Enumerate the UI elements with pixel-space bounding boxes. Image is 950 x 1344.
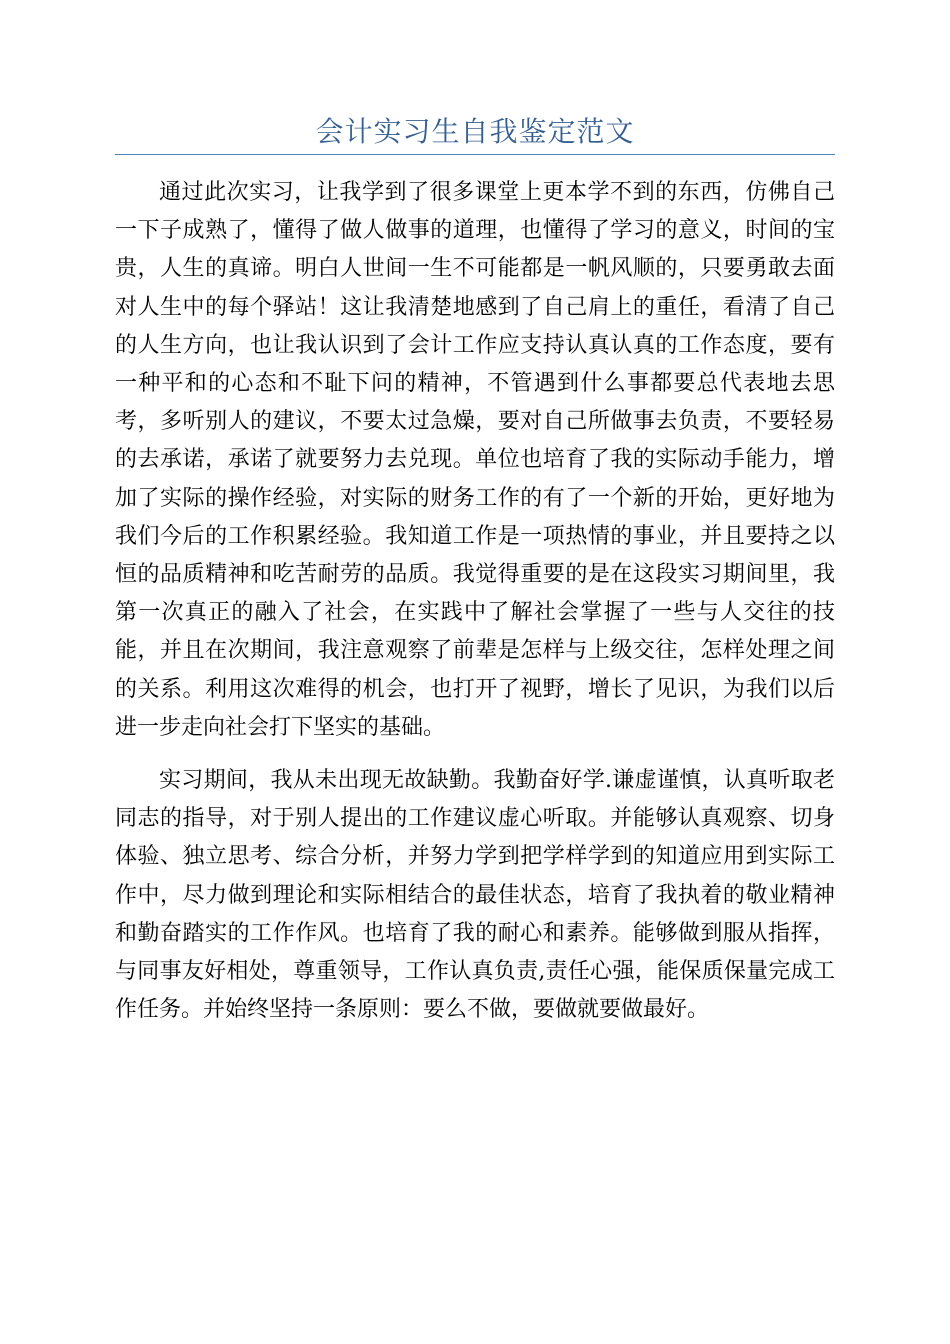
document-title: 会计实习生自我鉴定范文 [315,115,635,148]
paragraph-1: 通过此次实习，让我学到了很多课堂上更本学不到的东西，仿佛自己一下子成熟了，懂得了做人做事的道理，也懂得了学习的意义，时间的宝贵，人生的真谛。明白人世间一生不可能都是一帆风顺的，只要勇敢去面对人生中的每个驿站！这让我清楚地感到了自己肩上的重任，看清了自己的人生方向，也让我认识到了会计工作应支持认真认真的工作态度，要有一种平和的心态和不耻下问的精神，不管遇到什么事都要总代表地去思考，多听别人的建议，不要太过急燥，要对自己所做事去负责，不要轻易的去承诺，承诺了就要努力去兑现。单位也培育了我的实际动手能力，增加了实际的操作经验，对实际的财务工作的有了一个新的开始，更好地为我们今后的工作积累经验。我知道工作是一项热情的事业，并且要持之以恒的品质精神和吃苦耐劳的品质。我觉得重要的是在这段实习期间里，我第一次真正的融入了社会，在实践中了解社会掌握了一些与人交往的技能，并且在次期间，我注意观察了前辈是怎样与上级交往，怎样处理之间的关系。利用这次难得的机会，也打开了视野，增长了见识，为我们以后进一步走向社会打下坚实的基础。 [115,180,835,740]
paragraph-2: 实习期间，我从未出现无故缺勤。我勤奋好学.谦虚谨慎，认真听取老同志的指导，对于别人提出的工作建议虚心听取。并能够认真观察、切身体验、独立思考、综合分析，并努力学到把学样学到的知道应用到实际工作中，尽力做到理论和实际相结合的最佳状态，培育了我执着的敬业精神和勤奋踏实的工作作风。也培育了我的耐心和素养。能够做到服从指挥，与同事友好相处，尊重领导，工作认真负责,责任心强，能保质保量完成工作任务。并始终坚持一条原则：要么不做，要做就要做最好。 [115,768,835,1023]
title-underline [115,154,835,155]
